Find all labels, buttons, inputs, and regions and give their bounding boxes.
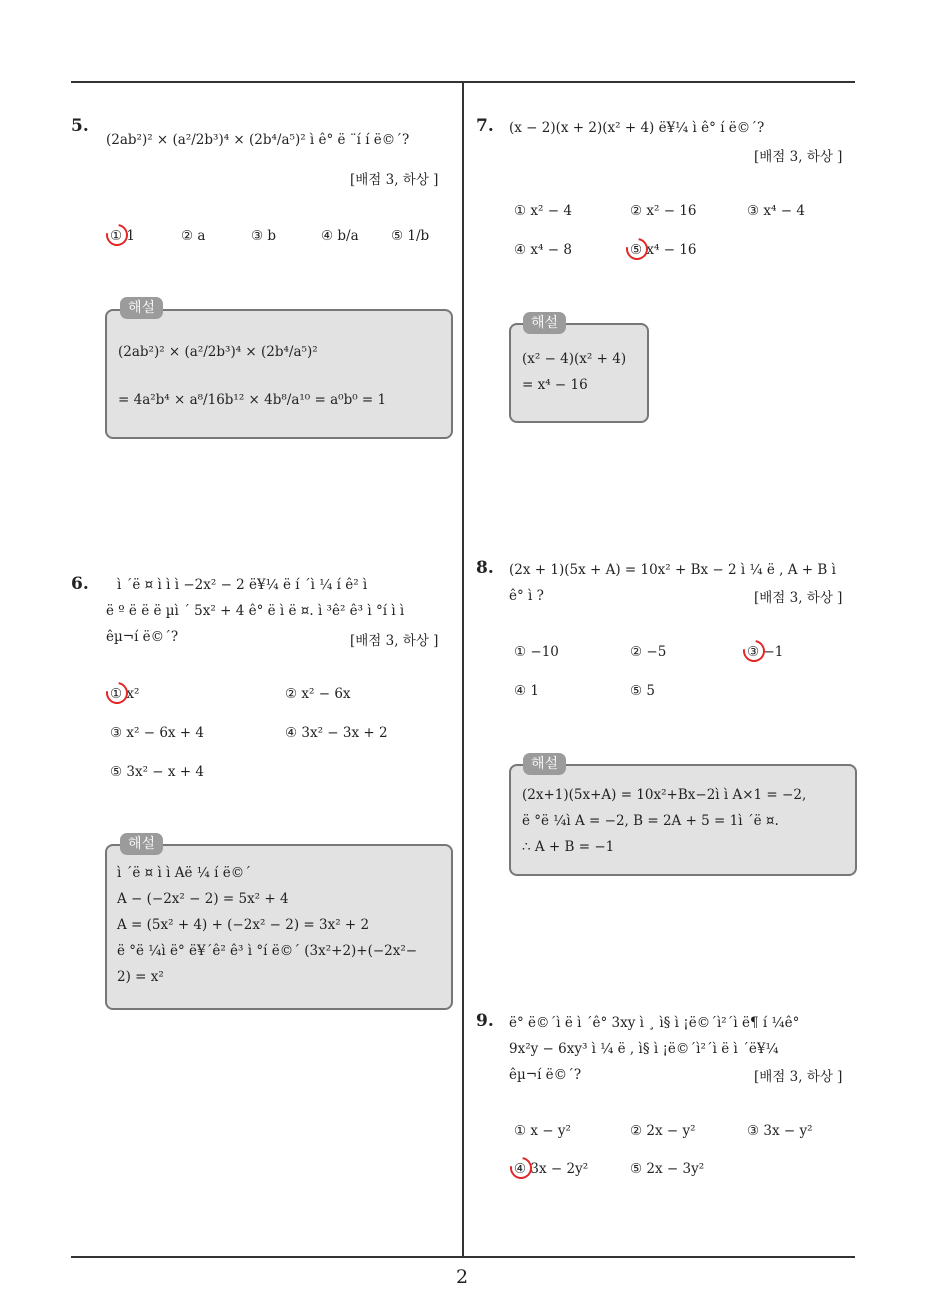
question-6-choice-5[interactable]: ⑤ 3x² − x + 4 — [110, 764, 204, 780]
question-9-choice-5[interactable]: ⑤ 2x − 3y² — [630, 1161, 705, 1177]
question-8-line-2: ê° ì ? — [509, 588, 544, 604]
question-5-text: (2ab²)² × (a²/2b³)⁴ × (2b⁴/a⁵)² ì ê° ë ¨í í ë©´? — [106, 132, 410, 148]
question-5-choice-4[interactable]: ④ b/a — [321, 228, 359, 244]
question-6-solution-line: ì ´ë ¤ ì ì Aë ¼ í ë©´ — [117, 865, 251, 881]
question-8-points: [배점 3, 하상 ] — [754, 590, 843, 606]
question-7-points: [배점 3, 하상 ] — [754, 149, 843, 165]
answer-mark-circle — [506, 1153, 537, 1184]
question-5-choice-5[interactable]: ⑤ 1/b — [391, 228, 430, 244]
question-6-choice-3[interactable]: ③ x² − 6x + 4 — [110, 725, 204, 741]
answer-mark-circle — [102, 220, 133, 251]
question-7-text: (x − 2)(x + 2)(x² + 4) ë¥¼ ì ê° í ë©´? — [509, 120, 765, 136]
question-5-solution-box — [105, 309, 453, 439]
question-8-choice-1[interactable]: ① −10 — [514, 644, 559, 660]
question-9-points: [배점 3, 하상 ] — [754, 1069, 843, 1085]
question-8-choice-5[interactable]: ⑤ 5 — [630, 683, 655, 699]
question-7-choice-5[interactable]: ⑤ x⁴ − 16 — [630, 242, 697, 258]
question-7-solution-box — [509, 323, 649, 423]
question-9-choice-4[interactable]: ④ 3x − 2y² — [514, 1161, 589, 1177]
question-7-number: 7. — [476, 116, 494, 136]
question-9-choice-3[interactable]: ③ 3x − y² — [747, 1123, 813, 1139]
question-8-solution-line: ∴ A + B = −1 — [522, 839, 615, 855]
question-6-number: 6. — [71, 574, 89, 594]
question-6-line-2: ë º ë ë ë µì ´ 5x² + 4 ê° ë ì ë ¤. ì ³ê² ê³ ì °í ì ì — [106, 603, 405, 619]
question-8-solution-tag: 해설 — [523, 753, 566, 775]
question-6-solution-tag: 해설 — [120, 833, 163, 855]
question-6-choice-2[interactable]: ② x² − 6x — [285, 686, 351, 702]
question-7-solution-line: (x² − 4)(x² + 4) — [522, 351, 627, 367]
answer-mark-circle — [739, 636, 770, 667]
question-7-choice-3[interactable]: ③ x⁴ − 4 — [747, 203, 805, 219]
question-8-choice-4[interactable]: ④ 1 — [514, 683, 539, 699]
question-5-choice-1[interactable]: ① 1 — [110, 228, 135, 244]
question-8-choice-2[interactable]: ② −5 — [630, 644, 667, 660]
question-6-line-1: ì ´ë ¤ ì ì ì −2x² − 2 ë¥¼ ë í ´ì ¼ í ê² ì — [117, 577, 368, 593]
question-7-choice-2[interactable]: ② x² − 16 — [630, 203, 697, 219]
question-6-choice-1[interactable]: ① x² — [110, 686, 140, 702]
question-7-solution-line: = x⁴ − 16 — [522, 377, 588, 393]
question-8-solution-line: ë °ë ¼ì A = −2, B = 2A + 5 = 1ì ´ë ¤. — [522, 813, 779, 829]
column-divider — [462, 82, 464, 1257]
answer-mark-circle — [102, 678, 133, 709]
page-number: 2 — [456, 1266, 469, 1288]
answer-mark-circle — [622, 234, 653, 265]
question-9-choice-1[interactable]: ① x − y² — [514, 1123, 571, 1139]
question-9-line-2: 9x²y − 6xy³ ì ¼ ë , ì§ ì ¡ë©´ì²´ì ë ì ´ë¥¼ — [509, 1041, 779, 1057]
question-5-choice-3[interactable]: ③ b — [251, 228, 277, 244]
question-9-number: 9. — [476, 1011, 494, 1031]
question-6-choice-4[interactable]: ④ 3x² − 3x + 2 — [285, 725, 388, 741]
question-8-choice-3[interactable]: ③ −1 — [747, 644, 784, 660]
question-8-number: 8. — [476, 558, 494, 578]
question-7-choice-1[interactable]: ① x² − 4 — [514, 203, 572, 219]
question-9-line-3: êµ¬í ë©´? — [509, 1067, 582, 1083]
question-6-solution-line: A − (−2x² − 2) = 5x² + 4 — [117, 891, 289, 907]
question-5-solution-line: (2ab²)² × (a²/2b³)⁴ × (2b⁴/a⁵)² — [118, 344, 318, 360]
question-5-points: [배점 3, 하상 ] — [350, 172, 439, 188]
question-6-points: [배점 3, 하상 ] — [350, 633, 439, 649]
question-5-choice-2[interactable]: ② a — [181, 228, 206, 244]
question-6-solution-line: ë °ë ¼ì ë° ë¥´ê² ê³ ì °í ë©´ (3x²+2)+(−2x²− — [117, 943, 418, 959]
question-9-line-1: ë° ë©´ì ë ì ´ê° 3xy ì ¸ ì§ ì ¡ë©´ì²´ì ë¶ í ¼ê° — [509, 1015, 800, 1031]
question-5-number: 5. — [71, 116, 89, 136]
question-6-line-3: êµ¬í ë©´? — [106, 629, 179, 645]
question-5-solution-tag: 해설 — [120, 297, 163, 319]
question-7-choice-4[interactable]: ④ x⁴ − 8 — [514, 242, 572, 258]
question-9-choice-2[interactable]: ② 2x − y² — [630, 1123, 696, 1139]
question-5-solution-line: = 4a²b⁴ × a⁸/16b¹² × 4b⁸/a¹⁰ = a⁰b⁰ = 1 — [118, 392, 387, 408]
question-6-solution-line: 2) = x² — [117, 969, 164, 985]
question-8-solution-line: (2x+1)(5x+A) = 10x²+Bx−2ì ì A×1 = −2, — [522, 787, 807, 803]
question-7-solution-tag: 해설 — [523, 312, 566, 334]
question-8-line-1: (2x + 1)(5x + A) = 10x² + Bx − 2 ì ¼ ë , A + B ì — [509, 562, 836, 578]
question-6-solution-line: A = (5x² + 4) + (−2x² − 2) = 3x² + 2 — [117, 917, 370, 933]
